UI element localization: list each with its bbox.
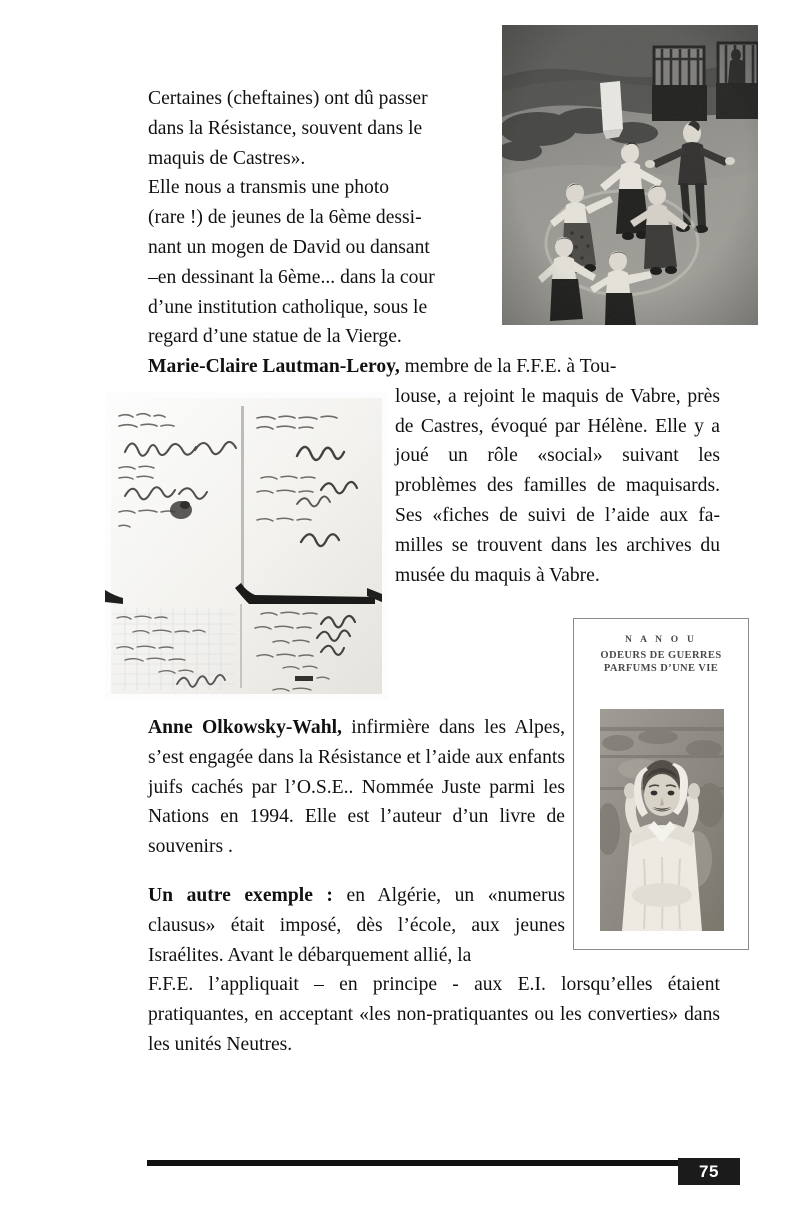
dance-photo — [502, 25, 758, 325]
book-title-line-3: PARFUMS D’UNE VIE — [603, 663, 719, 674]
anne-lead: Anne Olkowsky-Wahl, — [148, 717, 342, 738]
footer-rule — [147, 1160, 680, 1166]
marie-claire-lead: Marie-Claire Lautman-Leroy, — [148, 356, 400, 377]
exemple-lead: Un autre exemple : — [148, 885, 333, 906]
intro-line-7: –en dessinant la 6ème... dans la cour — [148, 266, 435, 288]
paragraph-anne — [148, 713, 565, 862]
marie-claire-first-line — [148, 352, 720, 382]
book-title-line-1: N A N O U — [624, 635, 698, 645]
intro-line-2: dans la Résistance, souvent dans le — [148, 117, 423, 139]
exemple-bottom: F.F.E. l’appliquait – en principe - aux E.I. lorsqu’elles étaient pratiquantes, en acceptant «les non-pratiquantes ou les converties» dans les unités Neutres. — [148, 974, 720, 1055]
marie-claire-first-line-rest: membre de la F.F.E. à Tou- — [399, 356, 617, 377]
page-number: 75 — [678, 1158, 740, 1185]
intro-line-9: regard d’une statue de la Vierge. — [148, 326, 402, 348]
book-cover-title — [574, 635, 748, 675]
marie-claire-body: louse, a rejoint le maquis de Vabre, près de Castres, évoqué par Hélène. Elle y a joué un rôle «social» suivant les problèmes des familles de maquisards. Ses «fiches de suivi de l’aide aux familles se trouvent dans les archives du musée du maquis à Vabre. — [395, 385, 720, 586]
paragraph-exemple — [148, 881, 720, 1060]
exemple-top — [148, 881, 565, 970]
intro-line-3: maquis de Castres». — [148, 147, 306, 169]
paragraph-intro — [148, 84, 493, 352]
anne-body — [148, 713, 565, 862]
intro-text — [148, 84, 493, 352]
intro-line-8: d’une institution catholique, sous le — [148, 296, 428, 318]
exemple-top-text: en Algérie, un «numerus clausus» était imposé, dès l’école, aux jeunes Israélites. Avant le débarquement allié, la — [148, 885, 566, 966]
paragraph-marie-claire — [148, 352, 720, 590]
intro-line-6: nant un mogen de David ou dansant — [148, 236, 430, 258]
intro-line-5: (rare !) de jeunes de la 6ème dessi- — [148, 207, 422, 229]
intro-line-1: Certaines (cheftaines) ont dû passer — [148, 88, 428, 109]
intro-line-4: Elle nous a transmis une photo — [148, 177, 390, 199]
book-title-line-2: ODEURS DE GUERRES — [600, 650, 722, 661]
anne-text: infirmière dans les Alpes, s’est engagée dans la Résistance et l’aide aux enfants juifs cachés par l’O.S.E.. Nommée Juste parmi les Nations en 1994. Elle est l’auteur d’un livre de souvenirs . — [148, 717, 565, 858]
